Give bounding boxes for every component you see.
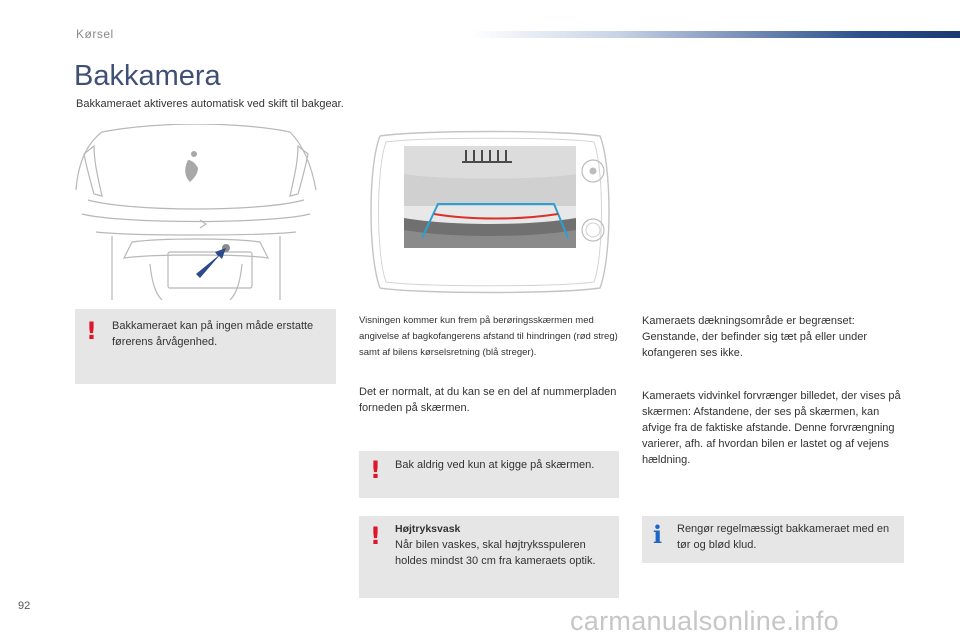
text-coverage: Kameraets dækningsområde er begrænset: Genstande, der befinder sig tæt på eller under kofangeren ses ikke. <box>642 315 868 359</box>
warning-content <box>395 521 615 569</box>
section-label: Kørsel <box>76 27 114 41</box>
watermark: carmanualsonline.info <box>570 606 839 636</box>
warning-box-pressure-wash <box>359 516 619 598</box>
warning-text: Bakkameraet kan på ingen måde erstatte førerens årvågenhed. <box>112 320 314 348</box>
warning-icon: ! <box>370 522 381 550</box>
warning-box-screen <box>359 451 619 498</box>
touchscreen-illustration <box>360 126 620 298</box>
text-display-info: Visningen kommer kun frem på berøringsskærmen med angivelse af bagkofangerens afstand til hindringen (rød streg) samt af bilens kørselsretning (blå streger). <box>359 315 618 358</box>
warning-icon: ! <box>370 456 381 484</box>
info-icon: i <box>653 520 663 549</box>
warning-box-attention <box>75 309 336 384</box>
text-wide-angle: Kameraets vidvinkel forvrænger billedet, der vises på skærmen: Afstandene, der ses på skærmen, kan afvige fra de faktiske afstande. Denne forvrængning varierer, afh. af hvordan bilen er lastet og af vejens hældning. <box>642 390 901 466</box>
warning-text: Bak aldrig ved kun at kigge på skærmen. <box>395 459 595 471</box>
text-license-plate: Det er normalt, at du kan se en del af nummerpladen forneden på skærmen. <box>359 386 617 414</box>
info-text: Rengør regelmæssigt bakkameraet med en tør og blød klud. <box>677 523 890 551</box>
header-bar <box>470 31 960 38</box>
car-rear-illustration <box>72 124 320 302</box>
warning-icon: ! <box>86 317 97 345</box>
page-subtitle: Bakkameraet aktiveres automatisk ved skift til bakgear. <box>76 98 344 110</box>
warning-title: Højtryksvask <box>395 523 461 535</box>
warning-text: Når bilen vaskes, skal højtryksspuleren holdes mindst 30 cm fra kameraets optik. <box>395 539 596 567</box>
page-title: Bakkamera <box>74 60 221 92</box>
page-number: 92 <box>18 600 31 612</box>
info-box-cleaning <box>642 516 904 563</box>
